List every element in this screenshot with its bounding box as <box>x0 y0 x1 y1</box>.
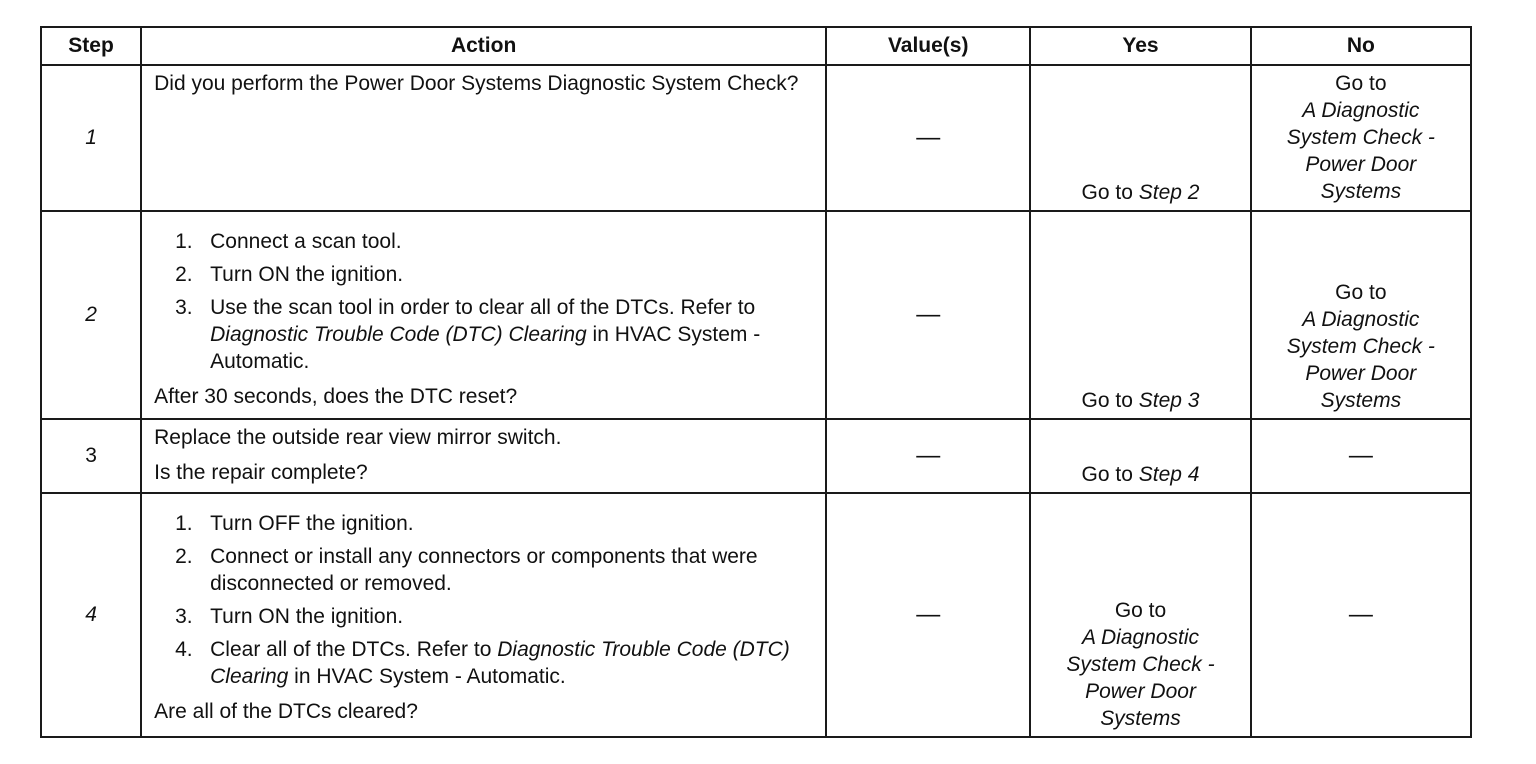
value-cell: — <box>826 65 1030 211</box>
list-item: 4. Clear all of the DTCs. Refer to Diagnostic Trouble Code (DTC) Clearing in HVAC System - Automatic. <box>175 638 790 688</box>
header-row <box>41 27 1471 65</box>
action-text: Did you perform the Power Door Systems Diagnostic System Check? <box>154 72 799 95</box>
table-row <box>41 493 1471 737</box>
diag-ref-line[interactable]: A Diagnostic <box>1081 626 1200 649</box>
diag-ref-line[interactable]: Systems <box>1320 180 1402 203</box>
action-list <box>154 510 813 690</box>
list-item: 1. Connect a scan tool. <box>175 230 402 253</box>
yes-prefix: Go to <box>1081 181 1139 204</box>
diag-ref-line[interactable]: A Diagnostic <box>1302 99 1420 122</box>
step-number: 4 <box>41 493 141 737</box>
value-cell: — <box>826 419 1030 493</box>
no-cell: — <box>1251 493 1471 737</box>
diag-ref-line[interactable]: System Check - <box>1286 126 1435 149</box>
header-action: Action <box>141 27 826 65</box>
action-cell <box>141 65 826 211</box>
action-cell <box>141 493 826 737</box>
list-item: 3. Turn ON the ignition. <box>175 605 404 628</box>
action-cell <box>141 211 826 419</box>
list-item: 3. Use the scan tool in order to clear all of the DTCs. Refer to Diagnostic Trouble Code (DTC) Clearing in HVAC System - Automatic. <box>175 296 761 373</box>
header-no: No <box>1251 27 1471 65</box>
goto-label: Go to <box>1335 72 1387 95</box>
action-question: Are all of the DTCs cleared? <box>154 700 418 723</box>
yes-cell <box>1030 493 1250 737</box>
step-number: 3 <box>41 419 141 493</box>
yes-prefix: Go to <box>1081 389 1139 412</box>
no-cell <box>1251 65 1471 211</box>
yes-step-link[interactable]: Step 3 <box>1138 389 1200 412</box>
goto-label: Go to <box>1335 281 1387 304</box>
table-row <box>41 419 1471 493</box>
action-question: After 30 seconds, does the DTC reset? <box>154 385 518 408</box>
no-cell <box>1251 211 1471 419</box>
header-values: Value(s) <box>826 27 1030 65</box>
list-item: 2. Connect or install any connectors or components that were disconnected or removed. <box>175 545 758 595</box>
diag-ref-line[interactable]: System Check - <box>1066 653 1215 676</box>
list-item: 2. Turn ON the ignition. <box>175 263 404 286</box>
value-cell: — <box>826 493 1030 737</box>
diag-ref-line[interactable]: Power Door <box>1305 362 1417 385</box>
diag-ref-line[interactable]: Power Door <box>1305 153 1417 176</box>
dtc-clearing-link[interactable]: Diagnostic Trouble Code (DTC) Clearing <box>210 638 790 688</box>
yes-prefix: Go to <box>1081 463 1139 486</box>
yes-cell <box>1030 211 1250 419</box>
list-item: 1. Turn OFF the ignition. <box>175 512 414 535</box>
value-cell: — <box>826 211 1030 419</box>
yes-step-link[interactable]: Step 4 <box>1138 463 1200 486</box>
action-text: Replace the outside rear view mirror switch. <box>154 426 562 449</box>
diag-ref-line[interactable]: A Diagnostic <box>1302 308 1420 331</box>
header-yes: Yes <box>1030 27 1250 65</box>
no-cell: — <box>1251 419 1471 493</box>
action-list <box>154 228 813 375</box>
action-cell <box>141 419 826 493</box>
yes-cell <box>1030 419 1250 493</box>
header-step: Step <box>41 27 141 65</box>
goto-label: Go to <box>1114 599 1167 622</box>
diagnostic-table <box>40 26 1472 738</box>
dtc-clearing-link[interactable]: Diagnostic Trouble Code (DTC) Clearing <box>210 323 587 346</box>
step-number: 2 <box>41 211 141 419</box>
diag-ref-line[interactable]: Systems <box>1320 389 1402 412</box>
step-number: 1 <box>41 65 141 211</box>
yes-step-link[interactable]: Step 2 <box>1138 181 1200 204</box>
diag-ref-line[interactable]: Systems <box>1100 707 1181 730</box>
yes-cell <box>1030 65 1250 211</box>
diag-ref-line[interactable]: System Check - <box>1286 335 1435 358</box>
table-row <box>41 211 1471 419</box>
table-row <box>41 65 1471 211</box>
action-question: Is the repair complete? <box>154 461 368 484</box>
diag-ref-line[interactable]: Power Door <box>1085 680 1196 703</box>
